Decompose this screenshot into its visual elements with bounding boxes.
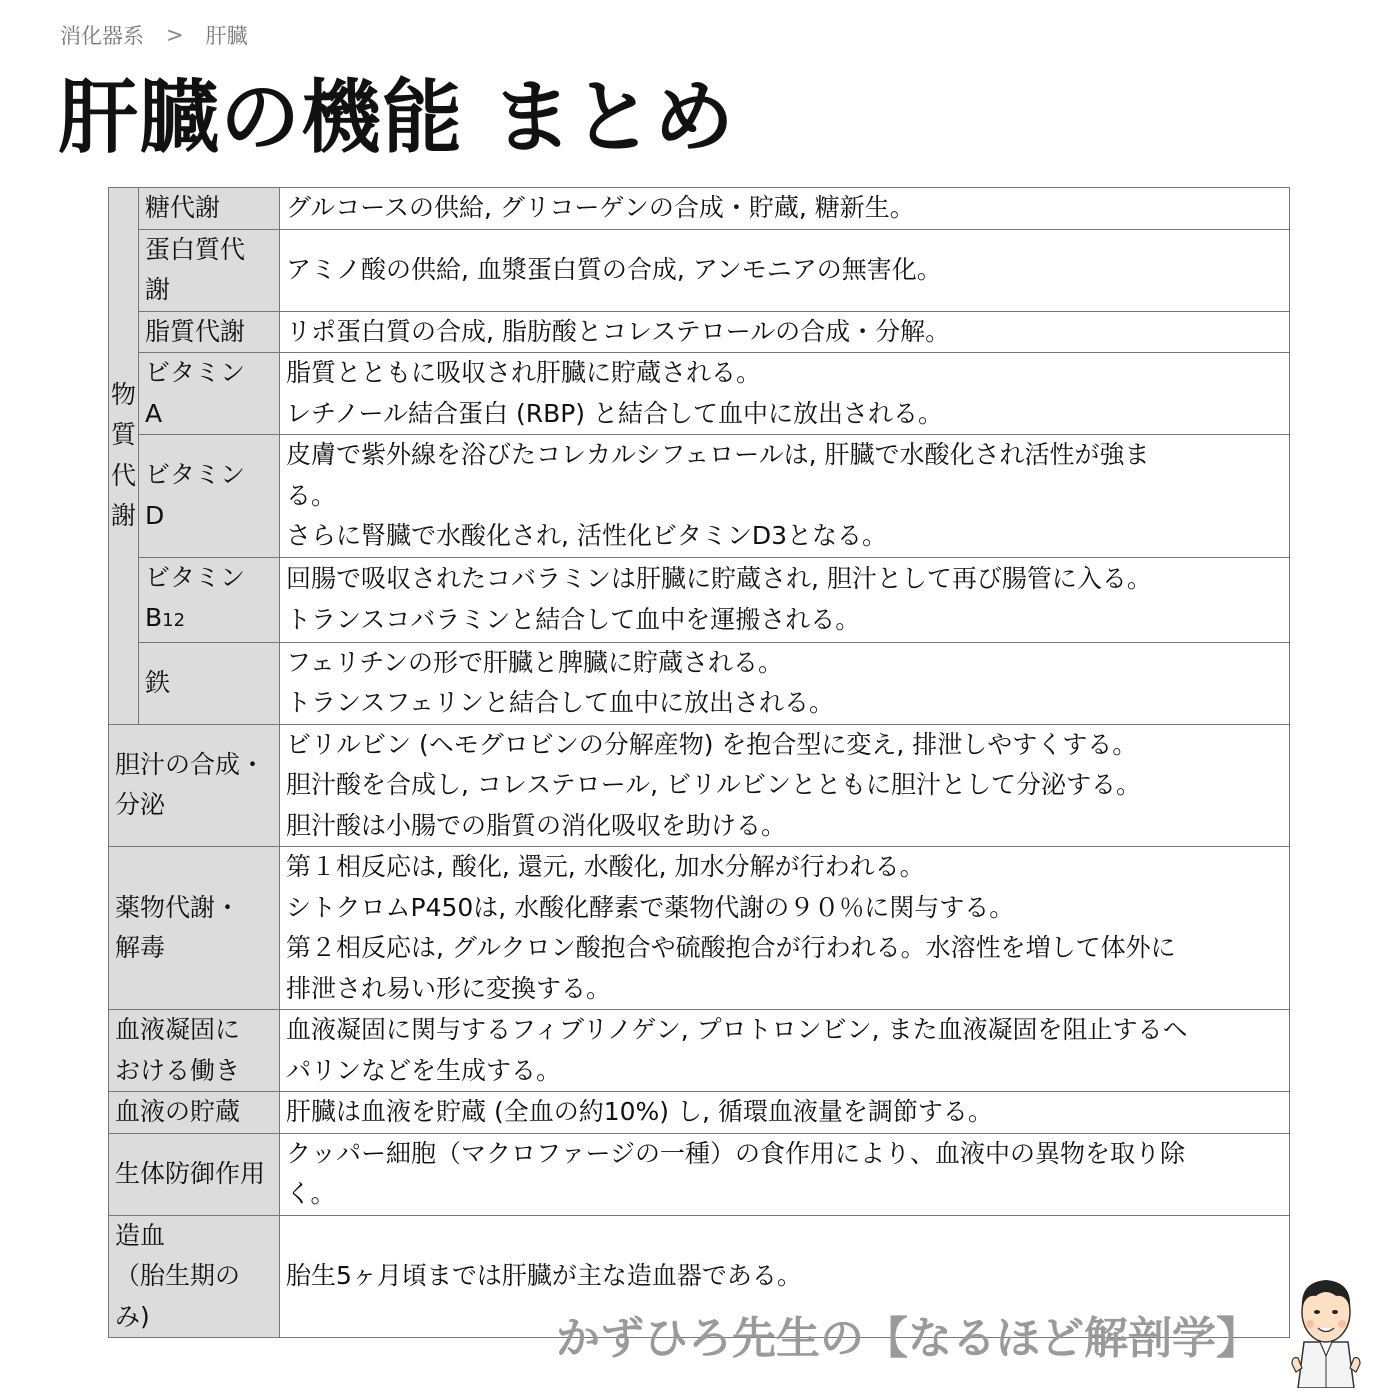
row-label bbox=[109, 724, 280, 847]
desc-line: 排泄され易い形に変換する。 bbox=[286, 973, 612, 1003]
table-row bbox=[109, 1010, 1290, 1092]
row-label bbox=[139, 229, 280, 311]
table-row bbox=[109, 1092, 1290, 1134]
desc-line: さらに腎臓で水酸化され, 活性化ビタミンD3となる。 bbox=[286, 521, 888, 550]
row-label bbox=[109, 847, 280, 1010]
row-description bbox=[280, 724, 1290, 847]
row-label-line: 造血 bbox=[115, 1220, 166, 1250]
desc-line: アミノ酸の供給, 血漿蛋白質の合成, アンモニアの無害化。 bbox=[286, 254, 942, 284]
table-row bbox=[109, 311, 1290, 353]
row-label-line: 生体防御作用 bbox=[115, 1158, 266, 1188]
doctor-avatar-icon bbox=[1290, 1272, 1362, 1388]
table-row bbox=[109, 188, 1290, 230]
row-label bbox=[139, 188, 280, 230]
table-row bbox=[109, 353, 1290, 435]
breadcrumb bbox=[60, 20, 248, 50]
row-label-line: D bbox=[145, 500, 165, 530]
table-row bbox=[109, 435, 1290, 558]
row-label bbox=[139, 311, 280, 353]
desc-line: クッパー細胞（マクロファージの一種）の食作用により、血液中の異物を取り除 bbox=[286, 1138, 1186, 1168]
row-description bbox=[280, 311, 1290, 353]
desc-line: 胆汁酸は小腸での脂質の消化吸収を助ける。 bbox=[286, 810, 787, 840]
row-label-line: 胆汁の合成・ bbox=[115, 749, 266, 779]
row-label bbox=[109, 1092, 280, 1134]
desc-line: 肝臓は血液を貯蔵 (全血の約10%) し, 循環血液量を調節する。 bbox=[286, 1097, 993, 1126]
row-label bbox=[139, 557, 280, 642]
footer-brand: かずひろ先生の【なるほど解剖学】 bbox=[556, 1313, 1260, 1364]
group-label-char: 物 bbox=[110, 379, 136, 409]
row-label-line: 鉄 bbox=[145, 667, 171, 697]
table-row bbox=[109, 847, 1290, 1010]
group-label-char: 代 bbox=[110, 460, 136, 490]
desc-line: 回腸で吸収されたコバラミンは肝臓に貯蔵され, 胆汁として再び腸管に入る。 bbox=[286, 564, 1152, 593]
desc-line: 脂質とともに吸収され肝臓に貯蔵される。 bbox=[286, 358, 762, 387]
desc-line: 第１相反応は, 酸化, 還元, 水酸化, 加水分解が行われる。 bbox=[286, 852, 925, 881]
desc-line: 胎生5ヶ月頃までは肝臓が主な造血器である。 bbox=[286, 1261, 802, 1290]
vitamin-letter: B bbox=[145, 603, 163, 632]
row-label bbox=[139, 435, 280, 558]
desc-line: リポ蛋白質の合成, 脂肪酸とコレステロールの合成・分解。 bbox=[286, 316, 951, 346]
table-row bbox=[109, 229, 1290, 311]
desc-line: パリンなどを生成する。 bbox=[286, 1055, 562, 1085]
row-label-line: おける働き bbox=[115, 1055, 241, 1085]
desc-line: グルコースの供給, グリコーゲンの合成・貯蔵, 糖新生。 bbox=[286, 193, 915, 222]
desc-line: 皮膚で紫外線を浴びたコレカルシフェロールは, 肝臓で水酸化され活性が強ま bbox=[286, 440, 1150, 469]
row-label bbox=[109, 1133, 280, 1215]
breadcrumb-separator: > bbox=[166, 23, 184, 47]
row-description bbox=[280, 353, 1290, 435]
row-label bbox=[139, 642, 280, 724]
row-label-line: 解毒 bbox=[115, 933, 166, 962]
row-label-line: 糖代謝 bbox=[145, 193, 221, 222]
row-description bbox=[280, 1133, 1290, 1215]
row-label-line: 血液の貯蔵 bbox=[115, 1097, 241, 1126]
liver-function-table bbox=[108, 187, 1290, 1338]
group-label-char: 質 bbox=[110, 420, 136, 450]
table-row bbox=[109, 557, 1290, 642]
row-label-line: A bbox=[145, 398, 163, 428]
row-description bbox=[280, 557, 1290, 642]
vitamin-subscript: 12 bbox=[162, 610, 186, 631]
row-label-line: ビタミン bbox=[145, 562, 246, 592]
row-description bbox=[280, 435, 1290, 558]
desc-line: 胆汁酸を合成し, コレステロール, ビリルビンとともに胆汁として分泌する。 bbox=[286, 770, 1142, 799]
row-description bbox=[280, 1010, 1290, 1092]
row-label bbox=[109, 1010, 280, 1092]
row-label-line: ビタミン bbox=[145, 460, 246, 490]
row-label-line: ビタミン bbox=[145, 358, 246, 387]
row-label bbox=[109, 1215, 280, 1338]
desc-line: 血液凝固に関与するフィブリノゲン, プロトロンビン, また血液凝固を阻止するヘ bbox=[286, 1015, 1188, 1044]
table-row bbox=[109, 724, 1290, 847]
table-row bbox=[109, 642, 1290, 724]
desc-line: トランスコバラミンと結合して血中を運搬される。 bbox=[286, 604, 861, 634]
group-label-char: 謝 bbox=[110, 501, 136, 531]
desc-line: レチノール結合蛋白 (RBP) と結合して血中に放出される。 bbox=[286, 398, 943, 428]
row-label-line bbox=[145, 598, 273, 642]
breadcrumb-current: 肝臓 bbox=[205, 24, 248, 48]
row-label-line: 薬物代謝・ bbox=[115, 892, 241, 922]
page-title: 肝臓の機能 まとめ bbox=[58, 71, 735, 164]
table-row bbox=[109, 1133, 1290, 1215]
desc-line: く。 bbox=[286, 1179, 336, 1208]
row-label-line: 血液凝固に bbox=[115, 1015, 241, 1044]
row-label bbox=[139, 353, 280, 435]
metabolism-group-header bbox=[109, 188, 139, 725]
desc-line: シトクロムP450は, 水酸化酵素で薬物代謝の９０％に関与する。 bbox=[286, 892, 1015, 922]
desc-line: トランスフェリンと結合して血中に放出される。 bbox=[286, 688, 835, 717]
row-label-line: 謝 bbox=[145, 275, 171, 304]
desc-line: 第２相反応は, グルクロン酸抱合や硫酸抱合が行われる。水溶性を増して体外に bbox=[286, 933, 1176, 962]
row-label-line: （胎生期のみ) bbox=[115, 1261, 241, 1331]
row-description bbox=[280, 1092, 1290, 1134]
row-description bbox=[280, 188, 1290, 230]
desc-line: フェリチンの形で肝臓と脾臓に貯蔵される。 bbox=[286, 647, 784, 677]
row-description bbox=[280, 642, 1290, 724]
desc-line: る。 bbox=[286, 480, 337, 510]
desc-line: ビリルビン (ヘモグロビンの分解産物) を抱合型に変え, 排泄しやすくする。 bbox=[286, 729, 1138, 759]
row-label-line: 脂質代謝 bbox=[145, 316, 246, 346]
row-description bbox=[280, 847, 1290, 1010]
row-description bbox=[280, 229, 1290, 311]
row-label-line: 蛋白質代 bbox=[145, 234, 246, 264]
breadcrumb-parent[interactable]: 消化器系 bbox=[60, 24, 144, 48]
row-label-line: 分泌 bbox=[115, 790, 166, 820]
